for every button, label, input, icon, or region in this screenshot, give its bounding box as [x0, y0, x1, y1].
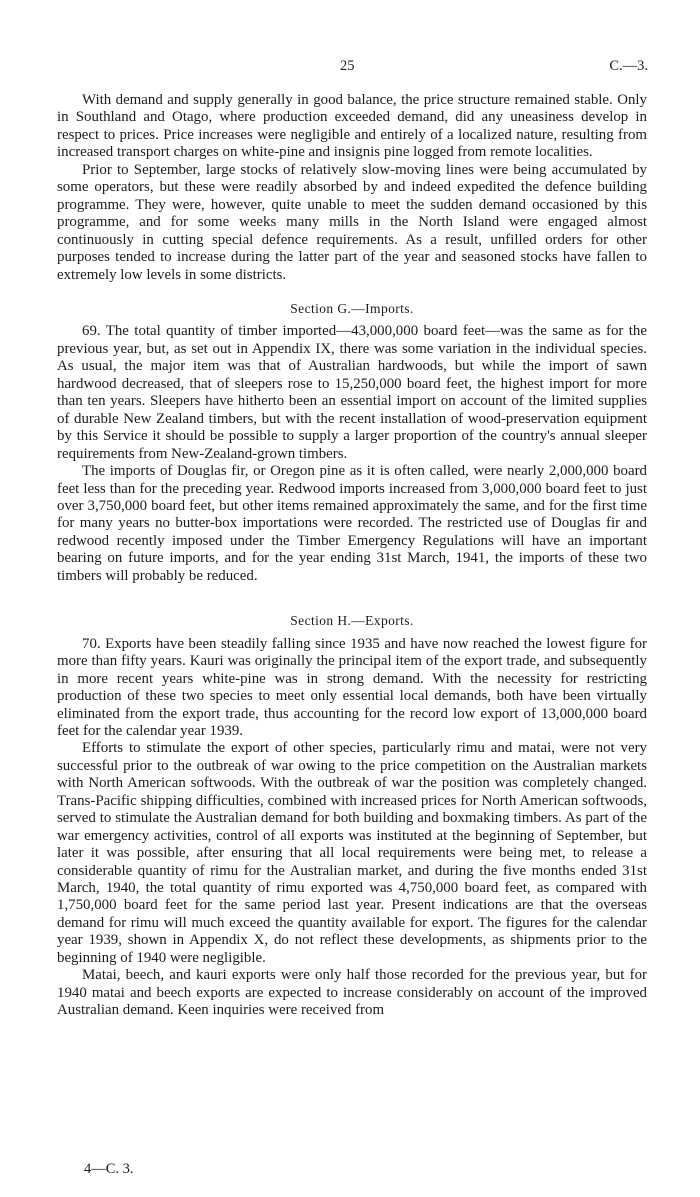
footer-signature: 4—C. 3.	[84, 1161, 134, 1177]
document-reference: C.—3.	[609, 58, 648, 74]
paragraph-defence-programme: Prior to September, large stocks of relatively slow-moving lines were being accumulated by some operators, but these were readily absorbed by and indeed expedited the defence building programme. They were, however, quite unable to meet the sudden demand occasioned by this programme, and for some weeks many mills in the North Island were engaged almost continuously in cutting special defence requirements. As a result, unfilled orders for other purposes tended to increase during the latter part of the year and seasoned stocks have fallen to extremely low levels in some districts.	[57, 161, 647, 283]
section-g-heading: Section G.—Imports.	[290, 300, 414, 316]
paragraph-price-structure: With demand and supply generally in good balance, the price structure remained stable. Only in Southland and Otago, where production exceeded demand, did any uneasiness develop in respect to prices. Price increases were negligible and entirely of a localized nature, resulting from increased transport charges on white-pine and insignis pine logged from remote localities.	[57, 92, 647, 161]
paragraph-70-exports: 70. Exports have been steadily falling since 1935 and have now reached the lowest figure for more than fifty years. Kauri was originally the principal item of the export trade, and subsequently in more recent years white-pine was in strong demand. With the necessity for restricting production of these two species to meet only essential local demands, both have been virtually eliminated from the export trade, thus accounting for the record low export of 13,000,000 board feet for the calendar year 1939.	[57, 635, 647, 739]
paragraph-douglas-fir-imports: The imports of Douglas fir, or Oregon pine as it is often called, were nearly 2,000,000 board feet less than for the preceding year. Redwood imports increased from 3,000,000 board feet to just over 3,750,000 board feet, but other items remained approximately the same, and for the first time for many years no butter-box importations were recorded. The restricted use of Douglas fir and redwood recently imposed under the Timber Emergency Regulations will have an important bearing on future imports, and for the year ending 31st March, 1941, the imports of these two timbers will probably be reduced.	[57, 463, 647, 584]
section-h-heading: Section H.—Exports.	[290, 613, 414, 629]
paragraph-69-imports: 69. The total quantity of timber imported—43,000,000 board feet—was the same as for the previous year, but, as set out in Appendix IX, there was some variation in the individual species. As usual, the major item was that of Australian hardwoods, but while the import of sawn hardwood decreased, that of sleepers rose to 15,250,000 board feet, the highest import for more than ten years. Sleepers have hitherto been an essential import on account of the limited supplies of durable New Zealand timbers, but with the recent installation of wood-preservation equipment by this Service it should be possible to supply a larger proportion of the country's annual sleeper requirements from New-Zealand-grown timbers.	[57, 323, 647, 462]
paragraph-rimu-matai-exports: Efforts to stimulate the export of other species, particularly rimu and matai, were not very successful prior to the outbreak of war owing to the price competition on the Australian markets with North American softwoods. With the outbreak of war the position was completely changed. Trans-Pacific shipping difficulties, combined with increased prices for North American softwoods, served to stimulate the Australian demand for both building and boxmaking timbers. As part of the war emergency activities, control of all exports was instituted at the beginning of September, but later it was possible, after ensuring that all local requirements were being met, to release a considerable quantity of rimu for the Australian market, and during the five months ended 31st March, 1940, the total quantity of rimu exported was 4,750,000 board feet, as compared with 1,750,000 board feet for the same period last year. Present indications are that the overseas demand for rimu will much exceed the quantity available for export. The figures for the calendar year 1939, shown in Appendix X, do not reflect these developments, as shipments prior to the beginning of 1940 were negligible.	[57, 740, 647, 966]
page-number: 25	[340, 58, 355, 74]
paragraph-matai-beech-kauri: Matai, beech, and kauri exports were only half those recorded for the previous year, but for 1940 matai and beech exports are expected to increase considerably on account of the improved Australian demand. Keen inquiries were received from	[57, 967, 647, 1019]
body-text	[57, 92, 647, 1020]
